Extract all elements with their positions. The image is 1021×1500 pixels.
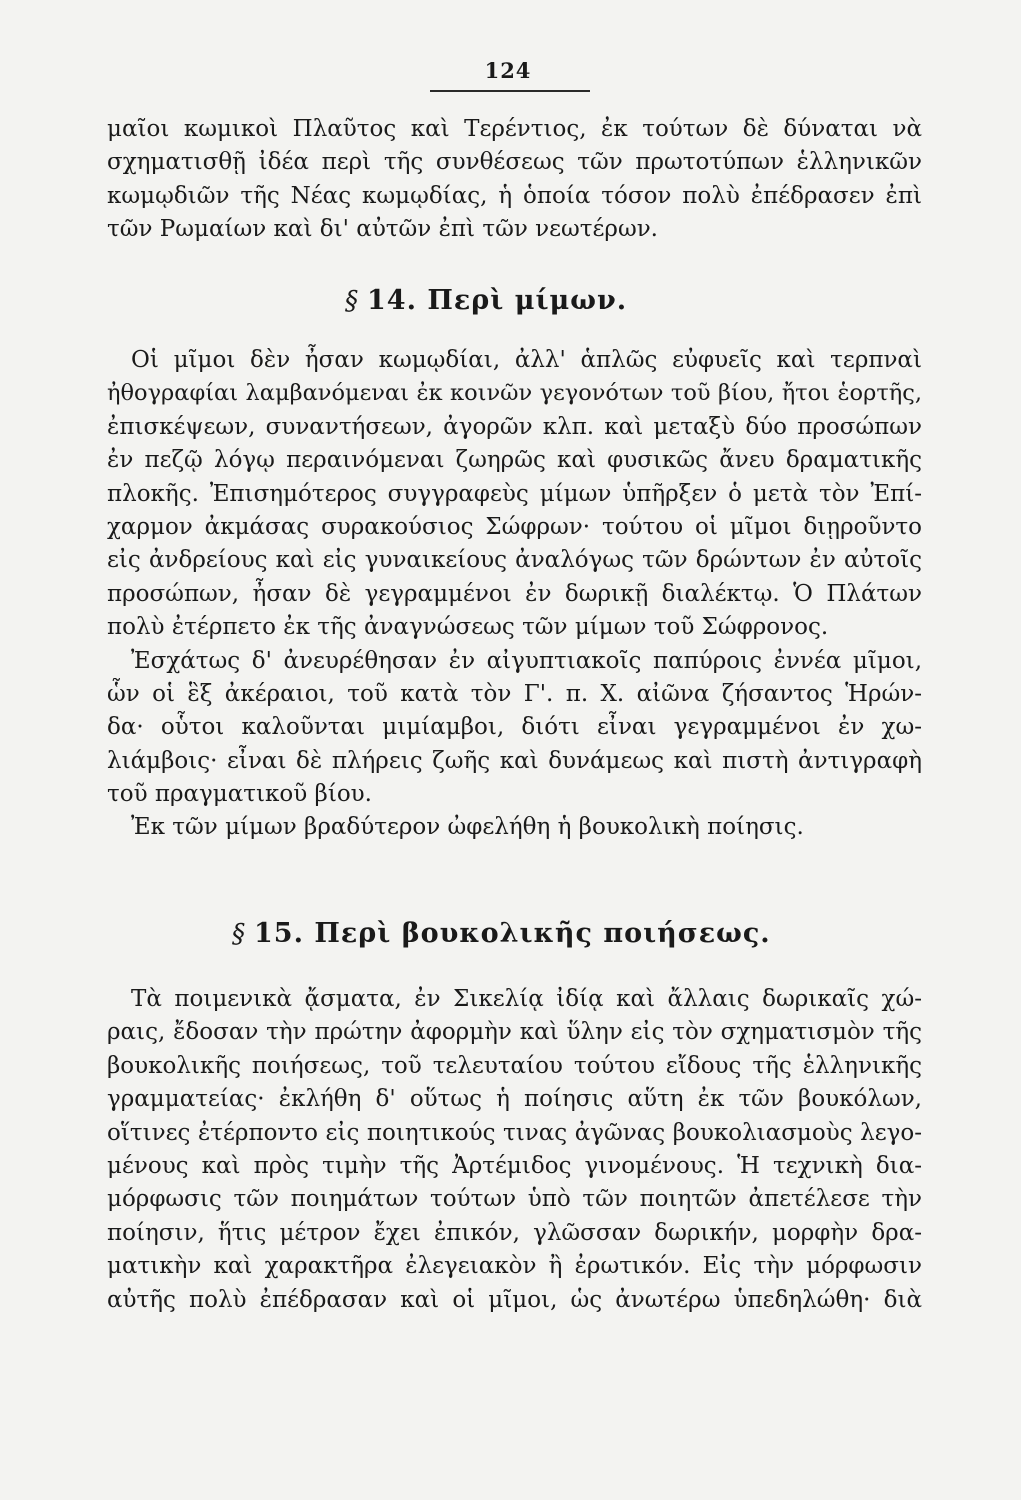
section-15-body: [107, 983, 922, 1317]
text-line: τοῦ πραγματικοῦ βίου.: [107, 781, 372, 808]
section-symbol: §: [345, 286, 359, 316]
text-line: ραις, ἔδοσαν τὴν πρώτην ἀφορμὴν καὶ ὕλην εἰς τὸν σχηματισμὸν τῆς: [107, 1019, 922, 1046]
text-line: μόρφωσις τῶν ποιημάτων τούτων ὑπὸ τῶν ποιητῶν ἀπετέλεσε τὴν: [107, 1186, 922, 1213]
section-15-heading: [232, 918, 771, 949]
text-line: προσώπων, ἦσαν δὲ γεγραμμένοι ἐν δωρικῇ διαλέκτῳ. Ὁ Πλάτων: [107, 580, 922, 607]
text-line: βουκολικῆς ποιήσεως, τοῦ τελευταίου τούτου εἴδους τῆς ἑλληνικῆς: [107, 1052, 922, 1079]
text-line: εἰς ἀνδρείους καὶ εἰς γυναικείους ἀναλόγως τῶν δρώντων ἐν αὐτοῖς: [107, 547, 922, 574]
text-line: Ἐσχάτως δ' ἀνευρέθησαν ἐν αἰγυπτιακοῖς παπύροις ἐννέα μῖμοι,: [131, 647, 922, 674]
section-14-body: [107, 344, 922, 845]
text-line: Ἐκ τῶν μίμων βραδύτερον ὠφελήθη ἡ βουκολικὴ ποίησις.: [131, 814, 804, 841]
text-line: λιάμβοις· εἶναι δὲ πλήρεις ζωῆς καὶ δυνάμεως καὶ πιστὴ ἀντιγραφὴ: [107, 747, 922, 774]
text-line: ἐν πεζῷ λόγῳ περαινόμεναι ζωηρῶς καὶ φυσικῶς ἄνευ δραματικῆς: [107, 447, 922, 474]
text-line: γραμματείας· ἐκλήθη δ' οὕτως ἡ ποίησις αὕτη ἐκ τῶν βουκόλων,: [107, 1086, 922, 1113]
section-15-title: 15. Περὶ βουκολικῆς ποιήσεως.: [254, 918, 771, 949]
text-line: τῶν Ρωμαίων καὶ δι' αὐτῶν ἐπὶ τῶν νεωτέρων.: [107, 216, 658, 243]
text-line: σχηματισθῇ ἰδέα περὶ τῆς συνθέσεως τῶν πρωτοτύπων ἑλληνικῶν: [107, 149, 922, 176]
text-line: Τὰ ποιμενικὰ ᾄσματα, ἐν Σικελίᾳ ἰδίᾳ καὶ ἄλλαις δωρικαῖς χώ-: [131, 986, 922, 1012]
text-line: αὐτῆς πολὺ ἐπέδρασαν καὶ οἱ μῖμοι, ὡς ἀνωτέρω ὑπεδηλώθη· διὰ: [107, 1286, 922, 1313]
page-number-rule: [430, 90, 590, 92]
section-symbol: §: [232, 919, 246, 949]
text-line: ἠθογραφίαι λαμβανόμεναι ἐκ κοινῶν γεγονότων τοῦ βίου, ἤτοι ἑορτῆς,: [107, 380, 922, 407]
text-line: ματικὴν καὶ χαρακτῆρα ἐλεγειακὸν ἢ ἐρωτικόν. Εἰς τὴν μόρφωσιν: [107, 1253, 922, 1280]
text-line: ὧν οἱ ἓξ ἀκέραιοι, τοῦ κατὰ τὸν Γ'. π. Χ. αἰῶνα ζήσαντος Ἡρών-: [107, 680, 922, 707]
intro-paragraph: [107, 113, 922, 247]
text-line: κωμῳδιῶν τῆς Νέας κωμῳδίας, ἡ ὁποία τόσον πολὺ ἐπέδρασεν ἐπὶ: [107, 182, 922, 209]
text-line: Οἱ μῖμοι δὲν ἦσαν κωμῳδίαι, ἀλλ' ἁπλῶς εὐφυεῖς καὶ τερπναὶ: [131, 347, 922, 373]
text-line: οἵτινες ἐτέρποντο εἰς ποιητικούς τινας ἀγῶνας βουκολιασμοὺς λεγο-: [107, 1119, 922, 1146]
text-line: δα· οὗτοι καλοῦνται μιμίαμβοι, διότι εἶναι γεγραμμένοι ἐν χω-: [107, 714, 922, 741]
text-line: μαῖοι κωμικοὶ Πλαῦτος καὶ Τερέντιος, ἐκ τούτων δὲ δύναται νὰ: [107, 116, 922, 142]
text-line: μένους καὶ πρὸς τιμὴν τῆς Ἀρτέμιδος γινομένους. Ἡ τεχνικὴ δια-: [107, 1152, 922, 1179]
page-number: 124: [484, 58, 532, 83]
section-14-heading: [345, 285, 627, 316]
text-line: ἐπισκέψεων, συναντήσεων, ἀγορῶν κλπ. καὶ μεταξὺ δύο προσώπων: [107, 413, 922, 440]
text-line: πλοκῆς. Ἐπισημότερος συγγραφεὺς μίμων ὑπῆρξεν ὁ μετὰ τὸν Ἐπί-: [107, 480, 922, 507]
text-line: χαρμον ἀκμάσας συρακούσιος Σώφρων· τούτου οἱ μῖμοι διῃροῦντο: [107, 513, 922, 540]
section-14-title: 14. Περὶ μίμων.: [367, 285, 628, 316]
text-line: ποίησιν, ἥτις μέτρον ἔχει ἐπικόν, γλῶσσαν δωρικήν, μορφὴν δρα-: [107, 1219, 922, 1246]
text-line: πολὺ ἐτέρπετο ἐκ τῆς ἀναγνώσεως τῶν μίμων τοῦ Σώφρονος.: [107, 614, 829, 641]
